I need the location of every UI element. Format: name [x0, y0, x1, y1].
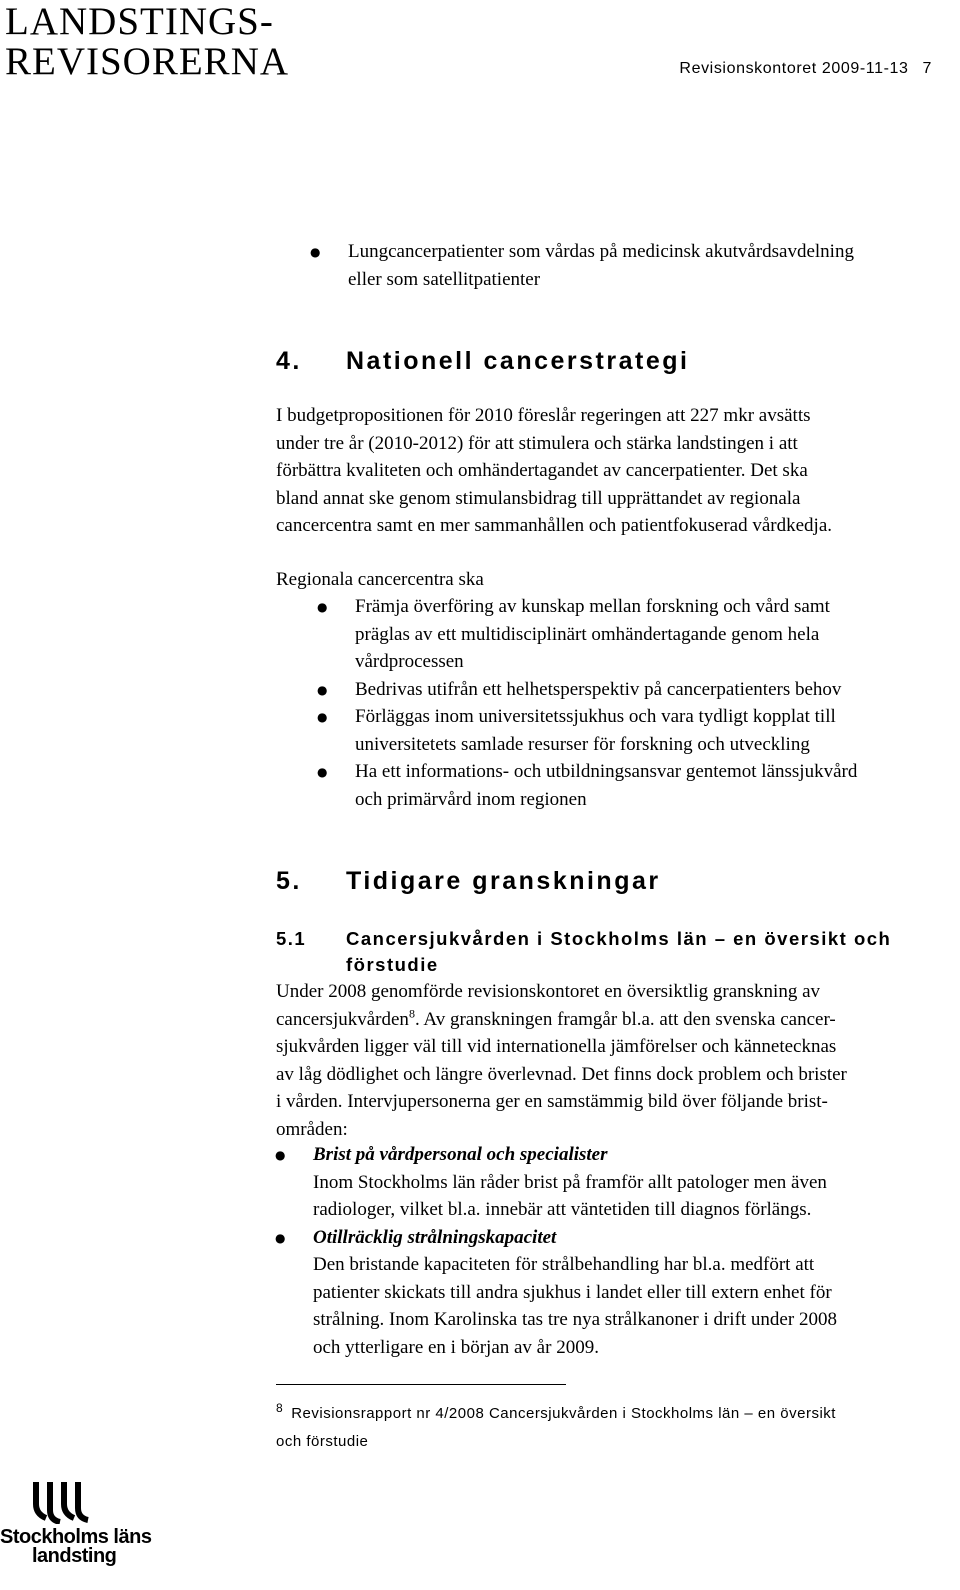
footnote-reference[interactable]: 8	[408, 1006, 415, 1021]
list-item-line: vårdprocessen	[355, 651, 464, 672]
section-4-number: 4.	[276, 347, 302, 375]
paragraph-line: i vården. Intervjupersonerna ger en samstämmig bild över följande brist-	[276, 1091, 828, 1112]
footnote-mark: 8	[276, 1401, 284, 1415]
footnote	[276, 1400, 956, 1456]
regional-centres-list	[317, 593, 955, 813]
section-5-1-paragraph	[276, 978, 956, 1143]
list-item-line: Ha ett informations- och utbildningsansvar gentemot länssjukvård	[355, 761, 858, 782]
problem-heading: Otillräcklig strålningskapacitet	[313, 1226, 557, 1248]
section-5-1-title-line-2: förstudie	[346, 954, 439, 975]
landstingsrevisorerna-logo	[5, 2, 289, 82]
office-date: Revisionskontoret 2009-11-13	[679, 60, 909, 77]
list-item	[317, 758, 955, 813]
list-item	[317, 676, 955, 704]
bullet-icon: ●	[310, 245, 321, 259]
paragraph-line: av låg dödlighet och längre överlevnad. Det finns dock problem och brister	[276, 1063, 847, 1085]
footnote-text: Revisionsrapport nr 4/2008 Cancersjukvården i Stockholms län – en översikt	[291, 1405, 836, 1422]
section-5-1-title-line-1: Cancersjukvården i Stockholms län – en översikt och	[346, 928, 892, 949]
section-5-1-number: 5.1	[276, 928, 307, 949]
paragraph-text: . Av granskningen framgår bl.a. att den svenska cancer-	[414, 1008, 836, 1030]
section-5-1-heading	[276, 926, 956, 978]
section-5-number: 5.	[276, 867, 302, 895]
paragraph-line: Under 2008 genomförde revisionskontoret en översiktlig granskning av	[276, 981, 821, 1002]
problem-heading: Brist på vårdpersonal och specialister	[313, 1144, 608, 1165]
section-4-title: Nationell cancerstrategi	[346, 347, 690, 375]
bullet-icon: ●	[317, 682, 328, 697]
paragraph-line	[276, 1006, 956, 1034]
problem-areas-list	[275, 1141, 953, 1361]
footnote-line-2: och förstudie	[276, 1433, 369, 1450]
list-item-line: universitetets samlade resurser för forskning och utveckling	[355, 733, 810, 755]
paragraph-line: under tre år (2010-2012) för att stimulera och stärka landstingen i att	[276, 432, 798, 454]
top-bullet-item	[310, 238, 948, 293]
footer-logo-line-2: landsting	[32, 1545, 117, 1567]
problem-text-line: Den bristande kapaciteten för strålbehandling har bl.a. medfört att	[313, 1254, 815, 1275]
logo-line-2: REVISORERNA	[5, 40, 290, 83]
bullet-icon: ●	[317, 600, 328, 614]
problem-text-line: radiologer, vilket bl.a. innebär att väntetiden till diagnos förlängs.	[313, 1199, 812, 1220]
bullet-icon: ●	[275, 1230, 286, 1245]
footnote-line-1	[276, 1400, 956, 1428]
section-5-title: Tidigare granskningar	[346, 867, 661, 895]
problem-text-line: strålning. Inom Karolinska tas tre nya strålkanoner i drift under 2008	[313, 1309, 837, 1330]
paragraph-text: cancersjukvården	[276, 1008, 409, 1030]
section-4-heading	[276, 347, 689, 376]
landsting-emblem-icon	[30, 1480, 90, 1524]
page-number: 7	[922, 60, 932, 77]
top-bullet-line-1: Lungcancerpatienter som vårdas på medicinsk akutvårdsavdelning	[348, 241, 854, 262]
top-bullet-line-2: eller som satellitpatienter	[348, 268, 541, 290]
logo-line-1: LANDSTINGS-	[5, 0, 274, 43]
bullet-icon: ●	[317, 765, 328, 779]
regional-centres-intro: Regionala cancercentra ska	[276, 569, 484, 590]
list-item-line: präglas av ett multidisciplinärt omhändertagande genom hela	[355, 623, 820, 645]
list-item-line: Främja överföring av kunskap mellan forskning och vård samt	[355, 596, 830, 617]
bullet-icon: ●	[275, 1148, 286, 1162]
list-item-line: Förläggas inom universitetssjukhus och vara tydligt kopplat till	[355, 706, 836, 727]
paragraph-line: cancercentra samt en mer sammanhållen och patientfokuserad vårdkedja.	[276, 515, 833, 536]
list-item-line: Bedrivas utifrån ett helhetsperspektiv på cancerpatienters behov	[355, 678, 842, 700]
paragraph-line: sjukvården ligger väl till vid internationella jämförelser och kännetecknas	[276, 1036, 837, 1057]
problem-text-line: och ytterligare en i början av år 2009.	[313, 1336, 599, 1358]
paragraph-line: I budgetpropositionen för 2010 föreslår regeringen att 227 mkr avsätts	[276, 405, 811, 426]
section-5-heading	[276, 867, 661, 896]
page-header-meta	[679, 60, 932, 78]
section-4-paragraph	[276, 402, 956, 540]
list-item	[275, 1224, 953, 1362]
list-item	[275, 1141, 953, 1224]
stockholms-lans-landsting-logo	[0, 1480, 160, 1566]
footnote-divider	[276, 1384, 566, 1385]
paragraph-line: bland annat ske genom stimulansbidrag till upprättandet av regionala	[276, 487, 801, 509]
problem-text-line: patienter skickats till andra sjukhus i landet eller till extern enhet för	[313, 1281, 832, 1303]
problem-text-line: Inom Stockholms län råder brist på framför allt patologer men även	[313, 1171, 827, 1193]
list-item	[317, 593, 955, 676]
footer-logo-line-1: Stockholms läns	[0, 1526, 152, 1548]
bullet-icon: ●	[317, 710, 328, 724]
paragraph-line: förbättra kvaliteten och omhändertagandet av cancerpatienter. Det ska	[276, 460, 808, 481]
list-item	[317, 703, 955, 758]
paragraph-line: områden:	[276, 1118, 348, 1140]
list-item-line: och primärvård inom regionen	[355, 788, 587, 810]
